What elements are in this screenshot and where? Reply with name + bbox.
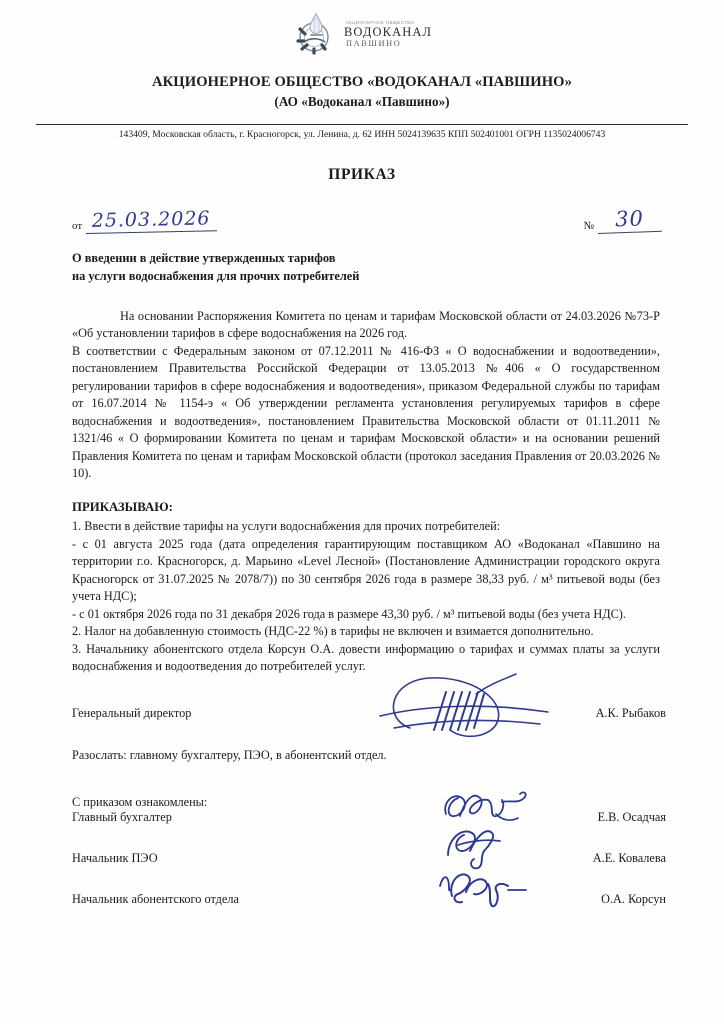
dispatch-note: Разослать: главному бухгалтеру, ПЭО, в абонентский отдел.	[72, 747, 387, 762]
header-divider	[36, 124, 688, 125]
order-item-1: 1. Ввести в действие тарифы на услуги водоснабжения для прочих потребителей:	[72, 519, 501, 534]
director-signature-row	[72, 706, 666, 726]
number-label: №	[583, 219, 594, 232]
ack-name-1: Е.В. Осадчая	[597, 809, 666, 824]
body-paragraph-1: На основании Распоряжения Комитета по ценам и тарифам Московской области от 24.03.2026 №73-Р «Об установлении тарифов в сфере водоснабжения на 2026 год.	[72, 308, 660, 341]
date-label: от	[72, 219, 83, 232]
page-title: ПРИКАЗ	[328, 165, 396, 183]
company-requisites: 143409, Московская область, г. Красногорск, ул. Ленина, д. 62 ИНН 5024139635 КПП 502401001 ОГРН 1135024006743	[118, 129, 606, 140]
document-body	[72, 308, 660, 483]
subject-line-1: О введении в действие утвержденных тарифов	[72, 250, 336, 265]
ack-role-1: Главный бухгалтер	[72, 809, 172, 824]
order-heading: ПРИКАЗЫВАЮ:	[72, 500, 173, 515]
ack-handwritten-signature-2	[444, 825, 522, 871]
order-items	[72, 518, 660, 675]
company-short-name: (АО «Водоканал «Павшино»)	[274, 94, 450, 109]
water-tap-gear-icon	[292, 10, 340, 56]
ack-handwritten-signature-3	[434, 868, 530, 910]
logo-main-text: ВОДОКАНАЛ	[343, 25, 433, 40]
ack-role-2: Начальник ПЭО	[72, 850, 158, 865]
acknowledgement-row	[72, 810, 666, 825]
subject-line-2: на услуги водоснабжения для прочих потребителей	[72, 268, 360, 283]
ack-name-3: О.А. Корсун	[601, 891, 666, 906]
company-logo	[0, 0, 724, 68]
body-paragraph-2: В соответствии с Федеральным законом от 07.12.2011 № 416-ФЗ « О водоснабжении и водоотведении», постановлением Правительства Российской Федерации от 13.05.2013 №406 « О государственном регулировании тарифов в сфере водоснабжения и водоотведения», приказом Федеральной службы по тарифам от 16.07.2014 № 1154-э « Об утверждении регламента установления регулируемых тарифов в сфере водоснабжения и водоотведения», постановлением Правительства Московской области от 01.11.2011 № 1321/46 « О формировании Комитета по ценам и тарифам Московской области» и на основании решений Правления Комитета по ценам и тарифам Московской области (протокол заседания Правления от 20.03.2026 № 10).	[72, 343, 660, 480]
acknowledgement-row	[72, 892, 666, 907]
director-signature-block	[72, 706, 666, 726]
date-field-group	[72, 207, 217, 234]
acknowledgement-row	[72, 851, 666, 866]
director-name: А.К. Рыбаков	[595, 705, 666, 720]
order-item-3: 3. Начальнику абонентского отдела Корсун О.А. довести информацию о тарифах и суммах платы за услуги водоснабжения и водоотведения до потребителей услуг.	[72, 641, 660, 674]
date-number-line	[72, 200, 662, 234]
acknowledgement-block	[72, 810, 666, 907]
number-field-group	[584, 208, 663, 234]
order-item-1-bullet-1: - с 01 августа 2025 года (дата определения гарантирующим поставщиком АО «Водоканал «Павшино на территории г.о. Красногорск, д. Марьино «Level Лесной» (Постановление Администрации городского округа Красногорск от 31.07.2025 № 2078/7)) по 30 сентября 2026 года в размере 38,33 руб. / м³ питьевой воды (без учета НДС);	[72, 536, 660, 604]
date-value: 25.03.2026	[86, 207, 217, 234]
director-handwritten-signature	[372, 672, 562, 746]
document-subject	[72, 250, 724, 286]
company-name: АКЦИОНЕРНОЕ ОБЩЕСТВО «ВОДОКАНАЛ «ПАВШИНО»	[151, 74, 572, 90]
ack-name-2: А.Е. Ковалева	[592, 850, 666, 865]
order-item-2: 2. Налог на добавленную стоимость (НДС-22 %) в тарифы не включен и взимается дополнительно.	[72, 624, 594, 639]
logo-tiny-text: АКЦИОНЕРНОЕ ОБЩЕСТВО	[345, 19, 415, 25]
order-item-1-bullet-2: - с 01 октября 2026 года по 31 декабря 2026 года в размере 43,30 руб. / м³ питьевой воды (без учета НДС).	[72, 606, 626, 621]
logo-sub-text: ПАВШИНО	[345, 39, 402, 49]
acknowledgement-heading: С приказом ознакомлены:	[72, 794, 208, 809]
director-role: Генеральный директор	[72, 705, 192, 720]
number-value: 30	[597, 206, 662, 234]
ack-role-3: Начальник абонентского отдела	[72, 891, 239, 906]
